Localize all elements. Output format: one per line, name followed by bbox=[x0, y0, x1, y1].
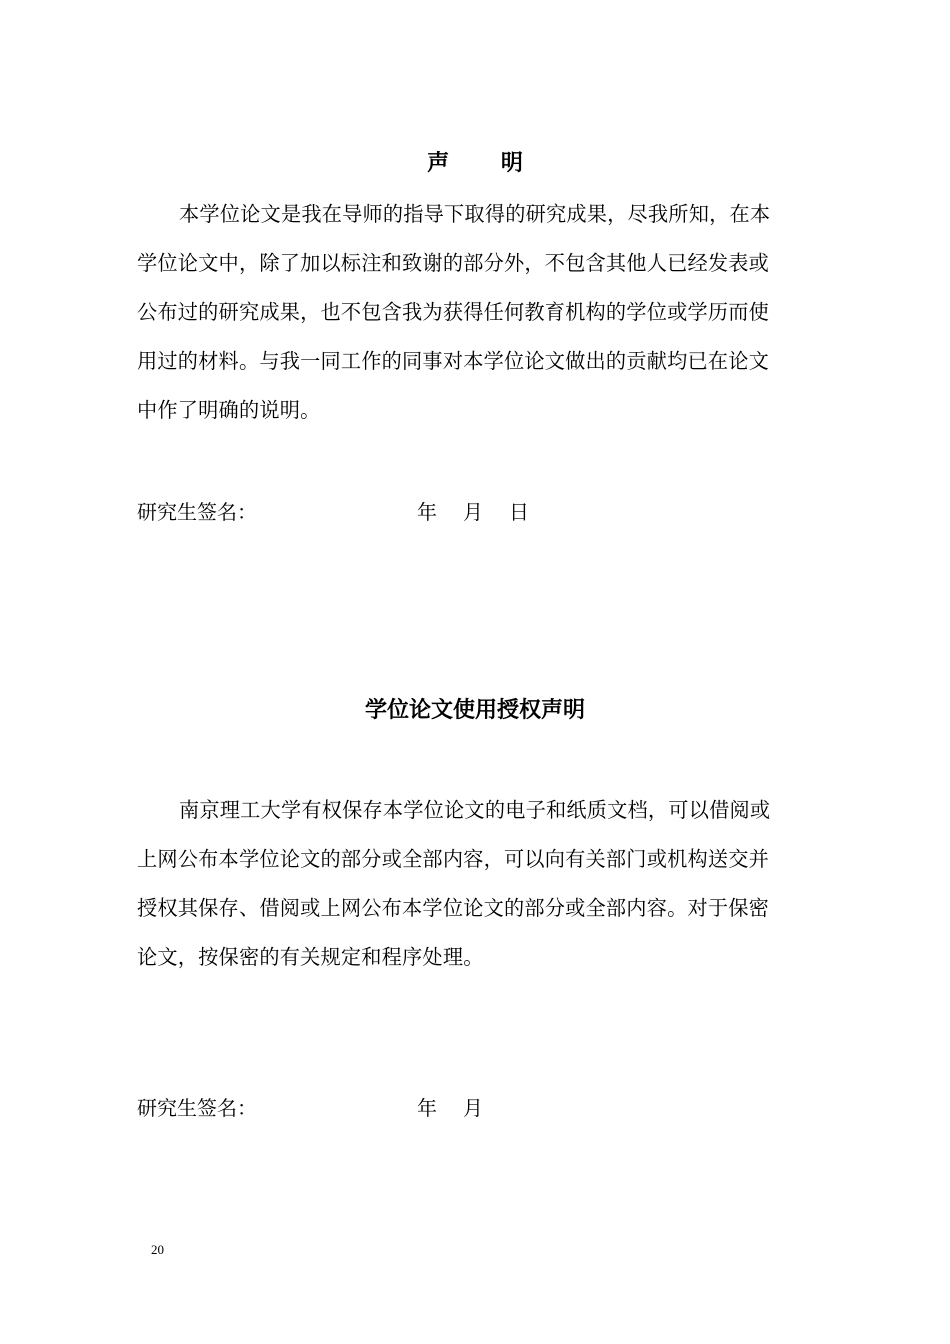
signature-date bbox=[417, 1094, 483, 1122]
declaration-signature-line bbox=[137, 498, 529, 526]
paragraph-line: 中作了明确的说明。 bbox=[137, 398, 321, 422]
paragraph-line: 南京理工大学有权保存本学位论文的电子和纸质文档，可以借阅或 bbox=[179, 798, 771, 822]
date-month-label: 月 bbox=[463, 500, 483, 524]
date-year-label: 年 bbox=[417, 500, 437, 524]
paragraph-line: 用过的材料。与我一同工作的同事对本学位论文做出的贡献均已在论文 bbox=[137, 349, 770, 373]
paragraph-line: 学位论文中，除了加以标注和致谢的部分外，不包含其他人已经发表或 bbox=[137, 251, 770, 275]
paragraph-line: 公布过的研究成果，也不包含我为获得任何教育机构的学位或学历而使 bbox=[137, 300, 770, 324]
signature-date bbox=[417, 498, 529, 526]
signature-label: 研究生签名： bbox=[137, 1096, 257, 1120]
paragraph-line: 论文，按保密的有关规定和程序处理。 bbox=[137, 945, 484, 969]
authorization-title: 学位论文使用授权声明 bbox=[364, 698, 585, 723]
date-month-label: 月 bbox=[463, 1096, 483, 1120]
paragraph-line: 上网公布本学位论文的部分或全部内容，可以向有关部门或机构送交并 bbox=[137, 847, 770, 871]
date-day-label: 日 bbox=[509, 500, 529, 524]
signature-label: 研究生签名： bbox=[137, 500, 257, 524]
paragraph-line: 本学位论文是我在导师的指导下取得的研究成果，尽我所知，在本 bbox=[179, 202, 771, 226]
page-number: 20 bbox=[151, 1242, 164, 1257]
authorization-signature-line bbox=[137, 1094, 483, 1122]
declaration-title: 声 明 bbox=[427, 151, 545, 176]
date-year-label: 年 bbox=[417, 1096, 437, 1120]
paragraph-line: 授权其保存、借阅或上网公布本学位论文的部分或全部内容。对于保密 bbox=[137, 896, 770, 920]
